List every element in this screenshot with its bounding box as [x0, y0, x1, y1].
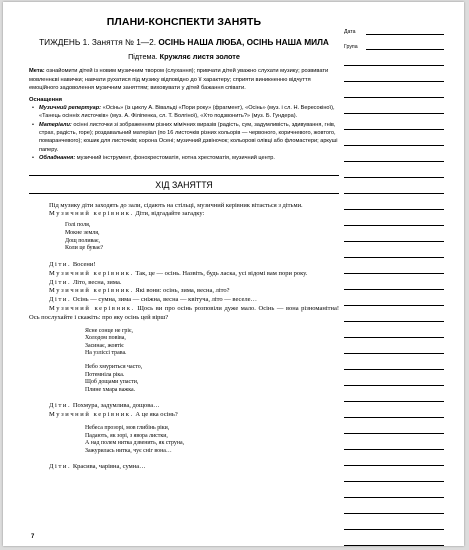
verse-line: Дощ поливає,: [65, 237, 101, 244]
speaker: Музичний керівник.: [49, 305, 135, 313]
worksheet-page: [3, 2, 464, 546]
equipment-item-text: музичний інструмент, фонохрестоматія, нотна хрестоматія, музичний центр.: [76, 155, 275, 162]
verse-line: Плине хмара важка.: [85, 386, 136, 393]
note-line[interactable]: [344, 434, 444, 450]
equipment-item-hardware: [39, 154, 339, 162]
verse-line: Голі поля,: [65, 222, 91, 229]
note-line[interactable]: [344, 242, 444, 258]
lesson-progress-title: ХІД ЗАНЯТТЯ: [155, 179, 213, 190]
group-label: Група: [344, 44, 358, 50]
note-line[interactable]: [344, 210, 444, 226]
week-prefix: ТИЖДЕНЬ 1. Заняття № 1—2.: [39, 37, 157, 47]
speaker: Діти.: [49, 296, 72, 304]
goal-label: Мета:: [29, 68, 45, 74]
dialogue-line: [29, 270, 339, 279]
week-heading: [29, 37, 339, 47]
note-line[interactable]: [344, 370, 444, 386]
note-line[interactable]: [344, 66, 444, 82]
page-number: 7: [31, 534, 35, 540]
note-line[interactable]: [344, 306, 444, 322]
verse-line: На узліссі трава.: [85, 350, 127, 357]
verse-line: Засинає, жовтіє: [85, 342, 124, 349]
second-poem: [29, 425, 339, 455]
dialogue-line: [29, 261, 339, 270]
speech: Осінь — сумна, зима — сніжна, весна — квітуча, літо — веселе…: [72, 296, 257, 304]
note-line[interactable]: [344, 50, 444, 66]
speech: Літо, весна, зима.: [72, 278, 122, 286]
verse-line: Потемніла ріка.: [85, 371, 125, 378]
section-divider: [29, 175, 339, 176]
note-line[interactable]: [344, 530, 444, 546]
dialogue-line: [29, 463, 339, 472]
dialogue-line: [29, 402, 339, 411]
week-theme: ОСІНЬ НАША ЛЮБА, ОСІНЬ НАША МИЛА: [158, 37, 329, 47]
speaker: Музичний керівник.: [49, 269, 134, 277]
lesson-plan-column: [29, 2, 339, 472]
equipment-list: [29, 104, 339, 163]
note-line[interactable]: [344, 482, 444, 498]
speaker: Діти.: [49, 463, 72, 471]
speaker: Музичний керівник.: [49, 287, 134, 295]
note-line[interactable]: [344, 418, 444, 434]
note-line[interactable]: [344, 98, 444, 114]
speaker: Діти.: [49, 278, 72, 286]
equipment-item-text: осінні листочки зі зображенням різних мімічних виразів (радість, сум, задумливість, здивування, гнів, страх, радість, горе); роздавальний матеріал (по 16 листочків різних кольорів — червоного, коричневого, жовтого, помаранчевого); кошик для листочків; корона Осені; музичний дзвіночок; кольорові олівці або фломастери; аркуші паперу.: [39, 121, 338, 153]
note-line[interactable]: [344, 402, 444, 418]
equipment-item-label: Музичний репертуар:: [39, 104, 102, 111]
date-field[interactable]: [344, 26, 444, 35]
speech: Щось ви про осінь розповіли дуже мало. Осінь — вона різноманітна! Ось послухайте і скажіть: про яку осінь цей вірш?: [29, 305, 340, 321]
notes-column: [344, 2, 444, 546]
lesson-script: [29, 202, 339, 473]
note-line[interactable]: [344, 114, 444, 130]
verse-line: Ясне сонце не гріє,: [85, 327, 133, 334]
note-line[interactable]: [344, 226, 444, 242]
intro-paragraph: Під музику діти заходять до зали, сідають на стільці, музичний керівник вітається з дітьми.: [49, 201, 303, 209]
note-line[interactable]: [344, 82, 444, 98]
dialogue-line: [29, 411, 339, 420]
note-line[interactable]: [344, 322, 444, 338]
subtheme: [29, 52, 339, 61]
subtheme-value: Кружляє листя золоте: [159, 52, 240, 61]
note-line[interactable]: [344, 178, 444, 194]
dialogue-line: [29, 287, 339, 296]
equipment-item-label: Обладнання:: [39, 155, 76, 162]
verse-line: Небеса прозорі, мов глибінь ріки,: [85, 424, 170, 431]
notes-lines: [344, 50, 444, 546]
note-line[interactable]: [344, 290, 444, 306]
note-line[interactable]: [344, 514, 444, 530]
speech: Так, це — осінь. Назвіть, будь ласка, усі відомі вам пори року.: [135, 269, 308, 277]
equipment-item-label: Матеріали:: [39, 121, 72, 128]
verse-line: Холодом повіва,: [85, 335, 126, 342]
note-line[interactable]: [344, 338, 444, 354]
verse-line: Небо хмуриться часто,: [85, 363, 143, 370]
note-line[interactable]: [344, 450, 444, 466]
group-field[interactable]: [344, 41, 444, 50]
page-title: ПЛАНИ-КОНСПЕКТИ ЗАНЯТЬ: [106, 16, 262, 28]
equipment-title: Оснащення: [29, 96, 62, 103]
speaker: Діти.: [49, 402, 72, 410]
note-line[interactable]: [344, 130, 444, 146]
equipment-item-repertoire: [39, 104, 339, 121]
verse-line: Зажурилась нитка, чує сніг вона…: [85, 447, 172, 454]
speech: Похмура, задумлива, дощова…: [72, 402, 160, 410]
verse-line: Падають, як зорі, з явора листки,: [85, 432, 168, 439]
note-line[interactable]: [344, 146, 444, 162]
verse-line: Щоб дощами упасти,: [85, 379, 139, 386]
note-line[interactable]: [344, 194, 444, 210]
section-divider: [29, 193, 339, 194]
equipment-item-materials: [39, 121, 339, 155]
riddle-verse: [29, 222, 339, 253]
speech: Діти, відгадайте загадку:: [135, 210, 205, 218]
autumn-poem: [29, 328, 339, 395]
note-line[interactable]: [344, 258, 444, 274]
note-line[interactable]: [344, 354, 444, 370]
date-line[interactable]: [366, 28, 444, 35]
note-line[interactable]: [344, 466, 444, 482]
verse-line: Коли це буває?: [65, 245, 104, 252]
dialogue-line: [29, 296, 339, 305]
speech: Які вони: осінь, зима, весна, літо?: [135, 287, 230, 295]
group-line[interactable]: [366, 43, 444, 50]
verse-line: А над полем нитка дзвенить, як струна,: [85, 440, 185, 447]
dialogue-line: [29, 210, 339, 219]
lesson-goal: [29, 67, 339, 93]
subtheme-label: Підтема.: [128, 52, 158, 61]
goal-text: ознайомити дітей із новим музичним твором (слухання); привчати дітей уважно слухати музику; розвивати мовленнєві навички; навчати рухатися під музику відповідно до її характеру; сприяти виникненню відчуття емоційного задоволення музичним заняттям; виховувати у дітей бажання співати.: [29, 68, 329, 92]
note-line[interactable]: [344, 162, 444, 178]
speaker: Музичний керівник.: [49, 210, 134, 218]
poem-stanza: [85, 364, 339, 394]
dialogue-line: [29, 305, 339, 323]
speaker: Діти.: [49, 261, 72, 269]
speaker: Музичний керівник.: [49, 411, 134, 419]
speech: Красива, чарівна, сумна…: [72, 463, 146, 471]
equipment-item-text: «Осінь» (із циклу А. Вівальді «Пори року» (фрагмент), «Осінь» (муз. і сл. Н. Вересокіної), «Танець осінніх листочків» (муз. А. Філіпенка, сл. Т. Волгіної), «Хто подзвонить?» (муз. Б. Гундера).: [39, 104, 335, 120]
dialogue-line: [29, 279, 339, 288]
note-line[interactable]: [344, 274, 444, 290]
verse-line: Мокне земля,: [65, 229, 100, 236]
note-line[interactable]: [344, 498, 444, 514]
speech: А це яка осінь?: [135, 411, 178, 419]
date-label: Дата: [344, 29, 356, 35]
poem-stanza: [85, 328, 339, 358]
speech: Восени!: [72, 261, 96, 269]
note-line[interactable]: [344, 386, 444, 402]
